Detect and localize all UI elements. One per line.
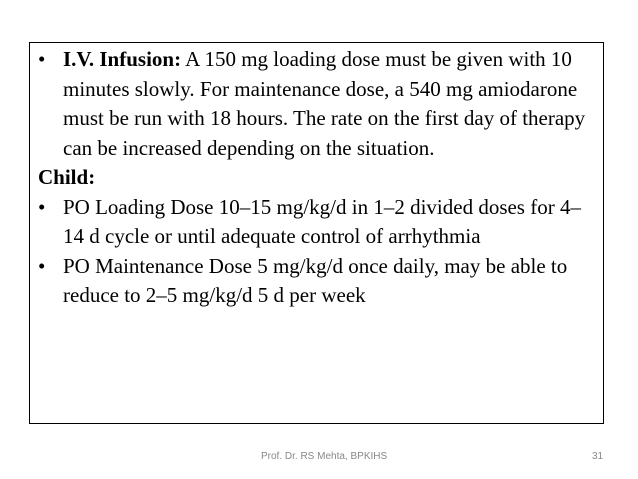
bullet-text: PO Maintenance Dose 5 mg/kg/d once daily, may be able to reduce to 2–5 mg/kg/d 5 d per week [63,253,568,307]
bullet-icon: • [38,253,46,278]
footer-credit: Prof. Dr. RS Mehta, BPKIHS [261,451,388,462]
bullet-po-loading [30,193,603,252]
section-heading-child: Child: [38,165,96,189]
bullet-text: A 150 mg loading dose must be given with 10 minutes slowly. For maintenance dose, a 540 mg amiodarone must be run with 18 hours. The rate on the first day of therapy can be increased depending on the situation. [63,47,586,160]
bullet-po-maintenance [30,252,603,311]
footer-page-number: 31 [592,451,604,462]
bullet-icon: • [38,194,46,219]
bullet-icon: • [38,47,46,71]
content-box [29,42,604,424]
bullet-label: I.V. Infusion: [63,47,182,71]
bullet-iv-infusion [30,45,603,163]
bullet-text: PO Loading Dose 10–15 mg/kg/d in 1–2 divided doses for 4–14 d cycle or until adequate control of arrhythmia [63,194,581,248]
